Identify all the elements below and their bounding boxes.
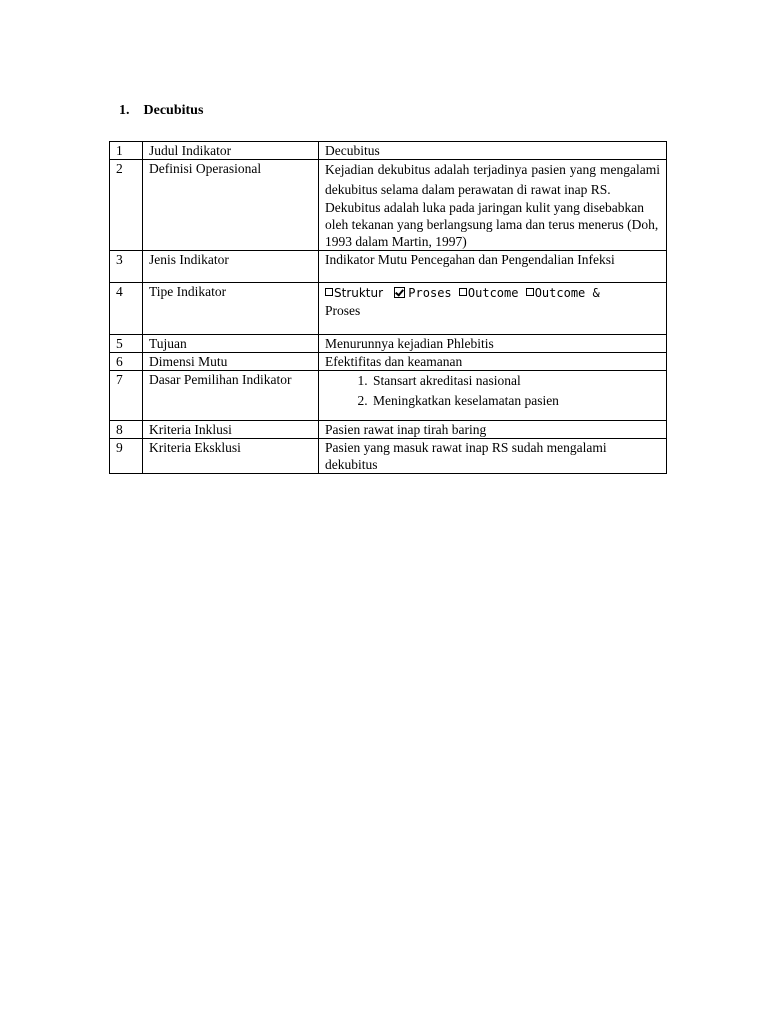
row-label: Definisi Operasional <box>143 160 319 251</box>
row-value <box>319 160 667 251</box>
row-label: Dimensi Mutu <box>143 353 319 371</box>
row-label: Kriteria Inklusi <box>143 421 319 439</box>
list-item: 2. Meningkatkan keselamatan pasien <box>371 391 660 411</box>
option-outcome-proses: Outcome & <box>534 286 600 300</box>
row-label: Judul Indikator <box>143 142 319 160</box>
definition-paragraph-1: Kejadian dekubitus adalah terjadinya pasien yang mengalami dekubitus selama dalam perawatan di rawat inap RS. <box>325 162 660 197</box>
row-value: Efektifitas dan keamanan <box>319 353 667 371</box>
section-heading <box>119 101 203 121</box>
row-label: Tipe Indikator <box>143 283 319 335</box>
row-number: 4 <box>110 283 143 335</box>
row-value: Menurunnya kejadian Phlebitis <box>319 335 667 353</box>
table-row <box>110 160 667 251</box>
table-row <box>110 142 667 160</box>
row-label: Jenis Indikator <box>143 251 319 283</box>
row-number: 9 <box>110 439 143 474</box>
row-label: Tujuan <box>143 335 319 353</box>
row-number: 1 <box>110 142 143 160</box>
criteria-list <box>325 371 660 411</box>
option-continuation: Proses <box>325 303 361 318</box>
section-title: Decubitus <box>143 103 204 118</box>
definition-paragraph-2: Dekubitus adalah luka pada jaringan kulit yang disebabkan oleh tekanan yang berlangsung lama dan terus menerus (Doh, 1993 dalam Martin, 1997) <box>325 200 659 249</box>
row-label: Dasar Pemilihan Indikator <box>143 371 319 421</box>
row-number: 8 <box>110 421 143 439</box>
option-proses: Proses <box>408 286 452 300</box>
table-row <box>110 421 667 439</box>
indicator-type-options <box>325 284 660 302</box>
row-value: Indikator Mutu Pencegahan dan Pengendalian Infeksi <box>319 251 667 283</box>
list-item: 1. Stansart akreditasi nasional <box>371 371 660 391</box>
row-value: Decubitus <box>319 142 667 160</box>
row-number: 6 <box>110 353 143 371</box>
option-outcome: Outcome <box>467 286 519 300</box>
table-row <box>110 335 667 353</box>
checked-box-icon <box>394 287 405 298</box>
row-number: 7 <box>110 371 143 421</box>
row-number: 2 <box>110 160 143 251</box>
table-row <box>110 283 667 335</box>
row-label: Kriteria Eksklusi <box>143 439 319 474</box>
unchecked-box-icon <box>526 288 534 296</box>
unchecked-box-icon <box>459 288 467 296</box>
row-value: Pasien yang masuk rawat inap RS sudah mengalami dekubitus <box>319 439 667 474</box>
row-number: 3 <box>110 251 143 283</box>
unchecked-box-icon <box>325 288 333 296</box>
table-row <box>110 251 667 283</box>
section-number: 1. <box>119 103 130 118</box>
row-value <box>319 283 667 335</box>
option-struktur: Struktur <box>334 286 384 300</box>
row-number: 5 <box>110 335 143 353</box>
row-value: Pasien rawat inap tirah baring <box>319 421 667 439</box>
row-value <box>319 371 667 421</box>
table-row <box>110 371 667 421</box>
table-row <box>110 439 667 474</box>
table-row <box>110 353 667 371</box>
indicator-table <box>109 141 667 474</box>
